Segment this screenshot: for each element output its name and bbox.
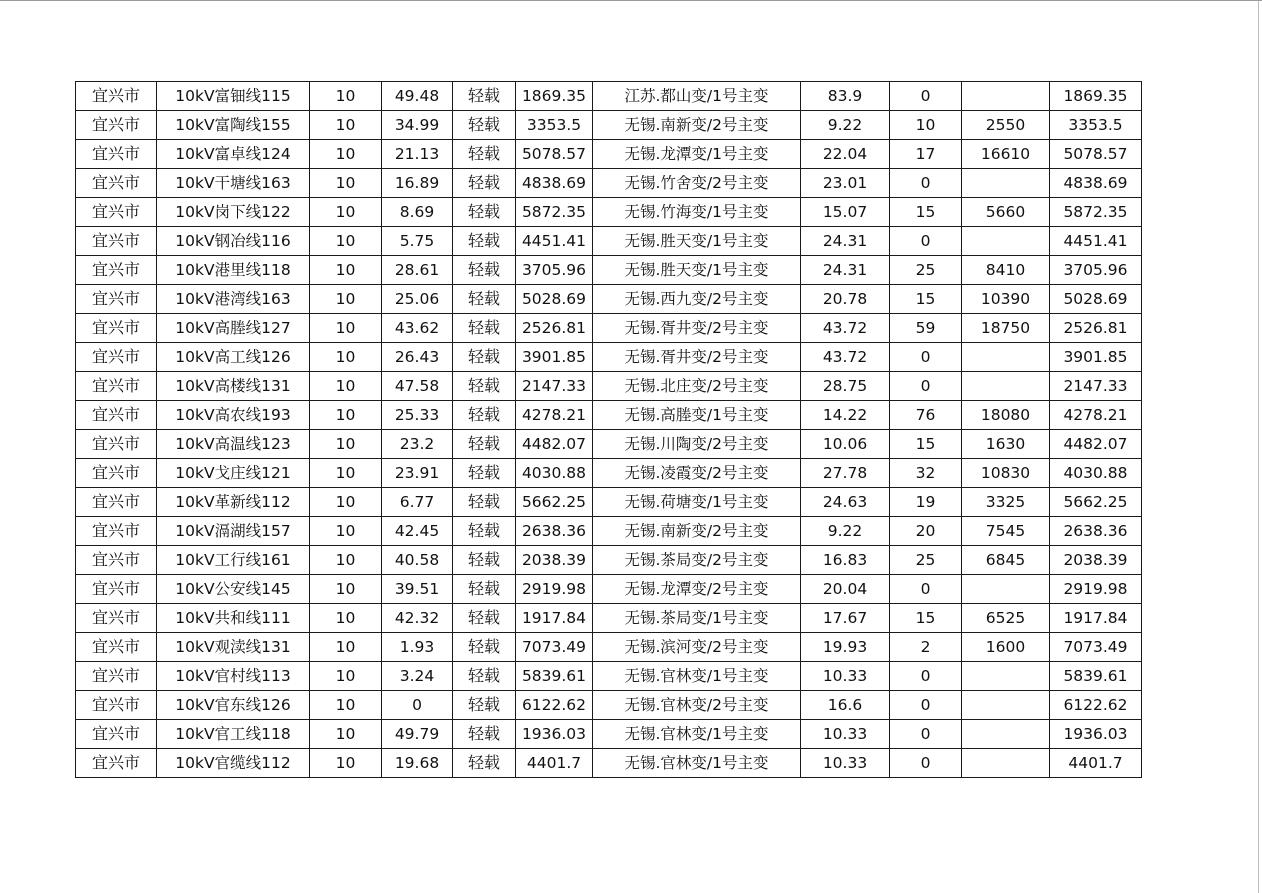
load-rate-cell: 26.43 xyxy=(382,343,453,372)
table-row xyxy=(76,430,1142,459)
line-name-cell: 10kV富陶线155 xyxy=(157,111,310,140)
available-capacity-cell: 2038.39 xyxy=(1050,546,1142,575)
city-cell: 宜兴市 xyxy=(76,662,157,691)
available-capacity-cell: 4278.21 xyxy=(1050,401,1142,430)
spare-capacity-cell: 5662.25 xyxy=(516,488,593,517)
load-status-cell: 轻载 xyxy=(453,633,516,662)
spare-capacity-cell: 5839.61 xyxy=(516,662,593,691)
table-row xyxy=(76,140,1142,169)
city-cell: 宜兴市 xyxy=(76,720,157,749)
load-status-cell: 轻载 xyxy=(453,720,516,749)
line-name-cell: 10kV滆湖线157 xyxy=(157,517,310,546)
load-status-cell: 轻载 xyxy=(453,169,516,198)
line-name-cell: 10kV港湾线163 xyxy=(157,285,310,314)
table-row xyxy=(76,227,1142,256)
pending-capacity-cell xyxy=(962,82,1050,111)
available-capacity-cell: 1936.03 xyxy=(1050,720,1142,749)
transformer-load-rate-cell: 28.75 xyxy=(801,372,890,401)
line-name-cell: 10kV官村线113 xyxy=(157,662,310,691)
substation-transformer-cell: 无锡.凌霞变/2号主变 xyxy=(593,459,801,488)
transformer-load-rate-cell: 23.01 xyxy=(801,169,890,198)
load-rate-cell: 49.48 xyxy=(382,82,453,111)
city-cell: 宜兴市 xyxy=(76,82,157,111)
pending-count-cell: 0 xyxy=(890,82,962,111)
pending-capacity-cell: 6845 xyxy=(962,546,1050,575)
pending-capacity-cell: 2550 xyxy=(962,111,1050,140)
spare-capacity-cell: 3901.85 xyxy=(516,343,593,372)
substation-transformer-cell: 无锡.胥井变/2号主变 xyxy=(593,343,801,372)
line-name-cell: 10kV富钿线115 xyxy=(157,82,310,111)
load-rate-cell: 43.62 xyxy=(382,314,453,343)
substation-transformer-cell: 无锡.茶局变/1号主变 xyxy=(593,604,801,633)
voltage-cell: 10 xyxy=(310,256,382,285)
load-rate-cell: 23.91 xyxy=(382,459,453,488)
load-rate-cell: 23.2 xyxy=(382,430,453,459)
load-status-cell: 轻载 xyxy=(453,691,516,720)
city-cell: 宜兴市 xyxy=(76,140,157,169)
transformer-load-rate-cell: 9.22 xyxy=(801,111,890,140)
pending-capacity-cell: 8410 xyxy=(962,256,1050,285)
spare-capacity-cell: 2526.81 xyxy=(516,314,593,343)
transformer-load-rate-cell: 20.04 xyxy=(801,575,890,604)
available-capacity-cell: 3353.5 xyxy=(1050,111,1142,140)
load-status-cell: 轻载 xyxy=(453,343,516,372)
load-rate-cell: 3.24 xyxy=(382,662,453,691)
city-cell: 宜兴市 xyxy=(76,343,157,372)
pending-capacity-cell: 16610 xyxy=(962,140,1050,169)
available-capacity-cell: 5662.25 xyxy=(1050,488,1142,517)
table-row xyxy=(76,82,1142,111)
table-body xyxy=(76,82,1142,778)
line-name-cell: 10kV钢冶线116 xyxy=(157,227,310,256)
table-row xyxy=(76,662,1142,691)
city-cell: 宜兴市 xyxy=(76,285,157,314)
load-status-cell: 轻载 xyxy=(453,517,516,546)
table-row xyxy=(76,111,1142,140)
spare-capacity-cell: 7073.49 xyxy=(516,633,593,662)
pending-count-cell: 15 xyxy=(890,198,962,227)
available-capacity-cell: 7073.49 xyxy=(1050,633,1142,662)
pending-count-cell: 32 xyxy=(890,459,962,488)
table-row xyxy=(76,343,1142,372)
transformer-load-rate-cell: 43.72 xyxy=(801,343,890,372)
substation-transformer-cell: 无锡.南新变/2号主变 xyxy=(593,111,801,140)
city-cell: 宜兴市 xyxy=(76,488,157,517)
spare-capacity-cell: 2919.98 xyxy=(516,575,593,604)
transformer-load-rate-cell: 10.33 xyxy=(801,720,890,749)
line-name-cell: 10kV高农线193 xyxy=(157,401,310,430)
city-cell: 宜兴市 xyxy=(76,517,157,546)
pending-capacity-cell: 5660 xyxy=(962,198,1050,227)
substation-transformer-cell: 无锡.西九变/2号主变 xyxy=(593,285,801,314)
voltage-cell: 10 xyxy=(310,82,382,111)
table-row xyxy=(76,169,1142,198)
voltage-cell: 10 xyxy=(310,372,382,401)
spare-capacity-cell: 2147.33 xyxy=(516,372,593,401)
table-row xyxy=(76,546,1142,575)
pending-capacity-cell: 7545 xyxy=(962,517,1050,546)
load-rate-cell: 19.68 xyxy=(382,749,453,778)
spare-capacity-cell: 1869.35 xyxy=(516,82,593,111)
substation-transformer-cell: 无锡.竹舍变/2号主变 xyxy=(593,169,801,198)
transformer-load-rate-cell: 10.06 xyxy=(801,430,890,459)
city-cell: 宜兴市 xyxy=(76,227,157,256)
pending-capacity-cell xyxy=(962,749,1050,778)
load-status-cell: 轻载 xyxy=(453,604,516,633)
load-status-cell: 轻载 xyxy=(453,285,516,314)
pending-count-cell: 0 xyxy=(890,662,962,691)
load-rate-cell: 0 xyxy=(382,691,453,720)
line-name-cell: 10kV干塘线163 xyxy=(157,169,310,198)
spare-capacity-cell: 1936.03 xyxy=(516,720,593,749)
pending-count-cell: 0 xyxy=(890,169,962,198)
available-capacity-cell: 5872.35 xyxy=(1050,198,1142,227)
load-status-cell: 轻载 xyxy=(453,662,516,691)
available-capacity-cell: 3705.96 xyxy=(1050,256,1142,285)
load-rate-cell: 39.51 xyxy=(382,575,453,604)
line-name-cell: 10kV官工线118 xyxy=(157,720,310,749)
load-rate-cell: 42.45 xyxy=(382,517,453,546)
available-capacity-cell: 6122.62 xyxy=(1050,691,1142,720)
spare-capacity-cell: 5872.35 xyxy=(516,198,593,227)
substation-transformer-cell: 江苏.都山变/1号主变 xyxy=(593,82,801,111)
substation-transformer-cell: 无锡.官林变/2号主变 xyxy=(593,691,801,720)
substation-transformer-cell: 无锡.官林变/1号主变 xyxy=(593,662,801,691)
spare-capacity-cell: 6122.62 xyxy=(516,691,593,720)
voltage-cell: 10 xyxy=(310,488,382,517)
substation-transformer-cell: 无锡.龙潭变/2号主变 xyxy=(593,575,801,604)
load-rate-cell: 25.06 xyxy=(382,285,453,314)
transformer-load-rate-cell: 24.63 xyxy=(801,488,890,517)
spare-capacity-cell: 2038.39 xyxy=(516,546,593,575)
substation-transformer-cell: 无锡.官林变/1号主变 xyxy=(593,720,801,749)
load-status-cell: 轻载 xyxy=(453,314,516,343)
pending-count-cell: 0 xyxy=(890,227,962,256)
transformer-load-rate-cell: 16.6 xyxy=(801,691,890,720)
city-cell: 宜兴市 xyxy=(76,633,157,662)
spare-capacity-cell: 4482.07 xyxy=(516,430,593,459)
line-name-cell: 10kV高工线126 xyxy=(157,343,310,372)
available-capacity-cell: 4838.69 xyxy=(1050,169,1142,198)
pending-capacity-cell xyxy=(962,720,1050,749)
pending-count-cell: 25 xyxy=(890,256,962,285)
pending-count-cell: 0 xyxy=(890,691,962,720)
pending-count-cell: 25 xyxy=(890,546,962,575)
transformer-load-rate-cell: 14.22 xyxy=(801,401,890,430)
city-cell: 宜兴市 xyxy=(76,575,157,604)
table-row xyxy=(76,198,1142,227)
pending-capacity-cell xyxy=(962,343,1050,372)
spare-capacity-cell: 3705.96 xyxy=(516,256,593,285)
substation-transformer-cell: 无锡.竹海变/1号主变 xyxy=(593,198,801,227)
available-capacity-cell: 5839.61 xyxy=(1050,662,1142,691)
line-name-cell: 10kV公安线145 xyxy=(157,575,310,604)
substation-transformer-cell: 无锡.茶局变/2号主变 xyxy=(593,546,801,575)
line-name-cell: 10kV富卓线124 xyxy=(157,140,310,169)
city-cell: 宜兴市 xyxy=(76,401,157,430)
table-row xyxy=(76,285,1142,314)
available-capacity-cell: 2638.36 xyxy=(1050,517,1142,546)
available-capacity-cell: 1869.35 xyxy=(1050,82,1142,111)
spare-capacity-cell: 2638.36 xyxy=(516,517,593,546)
voltage-cell: 10 xyxy=(310,604,382,633)
pending-count-cell: 2 xyxy=(890,633,962,662)
spare-capacity-cell: 4278.21 xyxy=(516,401,593,430)
transformer-load-rate-cell: 15.07 xyxy=(801,198,890,227)
voltage-cell: 10 xyxy=(310,227,382,256)
substation-transformer-cell: 无锡.胥井变/2号主变 xyxy=(593,314,801,343)
voltage-cell: 10 xyxy=(310,343,382,372)
line-name-cell: 10kV共和线111 xyxy=(157,604,310,633)
city-cell: 宜兴市 xyxy=(76,691,157,720)
spare-capacity-cell: 1917.84 xyxy=(516,604,593,633)
transformer-load-rate-cell: 16.83 xyxy=(801,546,890,575)
pending-capacity-cell: 18080 xyxy=(962,401,1050,430)
table-row xyxy=(76,691,1142,720)
substation-transformer-cell: 无锡.龙潭变/1号主变 xyxy=(593,140,801,169)
line-name-cell: 10kV官东线126 xyxy=(157,691,310,720)
pending-count-cell: 0 xyxy=(890,343,962,372)
line-name-cell: 10kV戈庄线121 xyxy=(157,459,310,488)
table-row xyxy=(76,314,1142,343)
spare-capacity-cell: 5028.69 xyxy=(516,285,593,314)
city-cell: 宜兴市 xyxy=(76,314,157,343)
line-name-cell: 10kV高楼线131 xyxy=(157,372,310,401)
line-name-cell: 10kV官缆线112 xyxy=(157,749,310,778)
transformer-load-rate-cell: 83.9 xyxy=(801,82,890,111)
voltage-cell: 10 xyxy=(310,575,382,604)
voltage-cell: 10 xyxy=(310,662,382,691)
pending-count-cell: 0 xyxy=(890,575,962,604)
load-rate-cell: 40.58 xyxy=(382,546,453,575)
table-row xyxy=(76,488,1142,517)
city-cell: 宜兴市 xyxy=(76,372,157,401)
available-capacity-cell: 4482.07 xyxy=(1050,430,1142,459)
pending-count-cell: 15 xyxy=(890,604,962,633)
load-rate-cell: 47.58 xyxy=(382,372,453,401)
load-status-cell: 轻载 xyxy=(453,749,516,778)
load-rate-cell: 42.32 xyxy=(382,604,453,633)
page-edge-line xyxy=(1258,1,1259,893)
line-name-cell: 10kV革新线112 xyxy=(157,488,310,517)
city-cell: 宜兴市 xyxy=(76,111,157,140)
pending-capacity-cell xyxy=(962,691,1050,720)
voltage-cell: 10 xyxy=(310,546,382,575)
table-row xyxy=(76,633,1142,662)
load-status-cell: 轻载 xyxy=(453,372,516,401)
voltage-cell: 10 xyxy=(310,749,382,778)
substation-transformer-cell: 无锡.胜天变/1号主变 xyxy=(593,256,801,285)
pending-capacity-cell xyxy=(962,372,1050,401)
city-cell: 宜兴市 xyxy=(76,430,157,459)
pending-count-cell: 15 xyxy=(890,285,962,314)
table-row xyxy=(76,575,1142,604)
pending-capacity-cell: 1600 xyxy=(962,633,1050,662)
voltage-cell: 10 xyxy=(310,633,382,662)
line-name-cell: 10kV观渎线131 xyxy=(157,633,310,662)
substation-transformer-cell: 无锡.北庄变/2号主变 xyxy=(593,372,801,401)
table-row xyxy=(76,256,1142,285)
city-cell: 宜兴市 xyxy=(76,256,157,285)
load-rate-cell: 25.33 xyxy=(382,401,453,430)
transformer-load-rate-cell: 9.22 xyxy=(801,517,890,546)
line-name-cell: 10kV港里线118 xyxy=(157,256,310,285)
voltage-cell: 10 xyxy=(310,111,382,140)
line-name-cell: 10kV岗下线122 xyxy=(157,198,310,227)
available-capacity-cell: 4030.88 xyxy=(1050,459,1142,488)
table-row xyxy=(76,459,1142,488)
load-rate-cell: 6.77 xyxy=(382,488,453,517)
transformer-load-rate-cell: 10.33 xyxy=(801,662,890,691)
load-status-cell: 轻载 xyxy=(453,111,516,140)
table-row xyxy=(76,401,1142,430)
pending-count-cell: 20 xyxy=(890,517,962,546)
pending-capacity-cell xyxy=(962,575,1050,604)
spare-capacity-cell: 4451.41 xyxy=(516,227,593,256)
load-status-cell: 轻载 xyxy=(453,198,516,227)
available-capacity-cell: 4401.7 xyxy=(1050,749,1142,778)
available-capacity-cell: 5078.57 xyxy=(1050,140,1142,169)
spare-capacity-cell: 5078.57 xyxy=(516,140,593,169)
line-name-cell: 10kV高温线123 xyxy=(157,430,310,459)
transformer-load-rate-cell: 24.31 xyxy=(801,256,890,285)
voltage-cell: 10 xyxy=(310,691,382,720)
pending-capacity-cell xyxy=(962,169,1050,198)
transformer-load-rate-cell: 20.78 xyxy=(801,285,890,314)
load-status-cell: 轻载 xyxy=(453,227,516,256)
load-status-cell: 轻载 xyxy=(453,256,516,285)
voltage-cell: 10 xyxy=(310,314,382,343)
transformer-load-rate-cell: 10.33 xyxy=(801,749,890,778)
pending-count-cell: 10 xyxy=(890,111,962,140)
load-status-cell: 轻载 xyxy=(453,82,516,111)
load-status-cell: 轻载 xyxy=(453,459,516,488)
load-status-cell: 轻载 xyxy=(453,430,516,459)
pending-count-cell: 59 xyxy=(890,314,962,343)
substation-transformer-cell: 无锡.高塍变/1号主变 xyxy=(593,401,801,430)
load-status-cell: 轻载 xyxy=(453,575,516,604)
load-rate-cell: 21.13 xyxy=(382,140,453,169)
pending-capacity-cell: 18750 xyxy=(962,314,1050,343)
spare-capacity-cell: 4030.88 xyxy=(516,459,593,488)
spare-capacity-cell: 3353.5 xyxy=(516,111,593,140)
load-rate-cell: 1.93 xyxy=(382,633,453,662)
pending-capacity-cell: 1630 xyxy=(962,430,1050,459)
line-name-cell: 10kV高塍线127 xyxy=(157,314,310,343)
substation-transformer-cell: 无锡.南新变/2号主变 xyxy=(593,517,801,546)
transformer-load-rate-cell: 43.72 xyxy=(801,314,890,343)
available-capacity-cell: 5028.69 xyxy=(1050,285,1142,314)
voltage-cell: 10 xyxy=(310,401,382,430)
voltage-cell: 10 xyxy=(310,517,382,546)
substation-transformer-cell: 无锡.胜天变/1号主变 xyxy=(593,227,801,256)
spare-capacity-cell: 4401.7 xyxy=(516,749,593,778)
city-cell: 宜兴市 xyxy=(76,546,157,575)
transformer-load-rate-cell: 22.04 xyxy=(801,140,890,169)
load-rate-cell: 5.75 xyxy=(382,227,453,256)
available-capacity-cell: 1917.84 xyxy=(1050,604,1142,633)
spare-capacity-cell: 4838.69 xyxy=(516,169,593,198)
load-rate-cell: 49.79 xyxy=(382,720,453,749)
table-row xyxy=(76,517,1142,546)
load-status-cell: 轻载 xyxy=(453,488,516,517)
city-cell: 宜兴市 xyxy=(76,749,157,778)
city-cell: 宜兴市 xyxy=(76,198,157,227)
available-capacity-cell: 2526.81 xyxy=(1050,314,1142,343)
pending-count-cell: 0 xyxy=(890,372,962,401)
available-capacity-cell: 2147.33 xyxy=(1050,372,1142,401)
pending-capacity-cell: 10830 xyxy=(962,459,1050,488)
city-cell: 宜兴市 xyxy=(76,169,157,198)
pending-count-cell: 0 xyxy=(890,720,962,749)
load-status-cell: 轻载 xyxy=(453,546,516,575)
substation-transformer-cell: 无锡.荷塘变/1号主变 xyxy=(593,488,801,517)
pending-capacity-cell: 3325 xyxy=(962,488,1050,517)
voltage-cell: 10 xyxy=(310,430,382,459)
pending-count-cell: 0 xyxy=(890,749,962,778)
voltage-cell: 10 xyxy=(310,285,382,314)
table-row xyxy=(76,720,1142,749)
voltage-cell: 10 xyxy=(310,169,382,198)
available-capacity-cell: 2919.98 xyxy=(1050,575,1142,604)
load-status-cell: 轻载 xyxy=(453,401,516,430)
pending-count-cell: 19 xyxy=(890,488,962,517)
load-rate-cell: 28.61 xyxy=(382,256,453,285)
substation-transformer-cell: 无锡.官林变/1号主变 xyxy=(593,749,801,778)
available-capacity-cell: 4451.41 xyxy=(1050,227,1142,256)
load-status-cell: 轻载 xyxy=(453,140,516,169)
pending-count-cell: 15 xyxy=(890,430,962,459)
load-rate-cell: 16.89 xyxy=(382,169,453,198)
load-rate-cell: 8.69 xyxy=(382,198,453,227)
load-rate-cell: 34.99 xyxy=(382,111,453,140)
city-cell: 宜兴市 xyxy=(76,604,157,633)
table-row xyxy=(76,749,1142,778)
pending-capacity-cell: 10390 xyxy=(962,285,1050,314)
voltage-cell: 10 xyxy=(310,459,382,488)
substation-transformer-cell: 无锡.滨河变/2号主变 xyxy=(593,633,801,662)
transformer-load-rate-cell: 17.67 xyxy=(801,604,890,633)
pending-count-cell: 17 xyxy=(890,140,962,169)
pending-capacity-cell: 6525 xyxy=(962,604,1050,633)
city-cell: 宜兴市 xyxy=(76,459,157,488)
substation-transformer-cell: 无锡.川陶变/2号主变 xyxy=(593,430,801,459)
line-name-cell: 10kV工行线161 xyxy=(157,546,310,575)
pending-capacity-cell xyxy=(962,662,1050,691)
transformer-load-rate-cell: 27.78 xyxy=(801,459,890,488)
feeder-load-table xyxy=(75,81,1142,778)
pending-capacity-cell xyxy=(962,227,1050,256)
voltage-cell: 10 xyxy=(310,198,382,227)
pending-count-cell: 76 xyxy=(890,401,962,430)
voltage-cell: 10 xyxy=(310,140,382,169)
transformer-load-rate-cell: 24.31 xyxy=(801,227,890,256)
table-row xyxy=(76,372,1142,401)
voltage-cell: 10 xyxy=(310,720,382,749)
available-capacity-cell: 3901.85 xyxy=(1050,343,1142,372)
table-row xyxy=(76,604,1142,633)
transformer-load-rate-cell: 19.93 xyxy=(801,633,890,662)
